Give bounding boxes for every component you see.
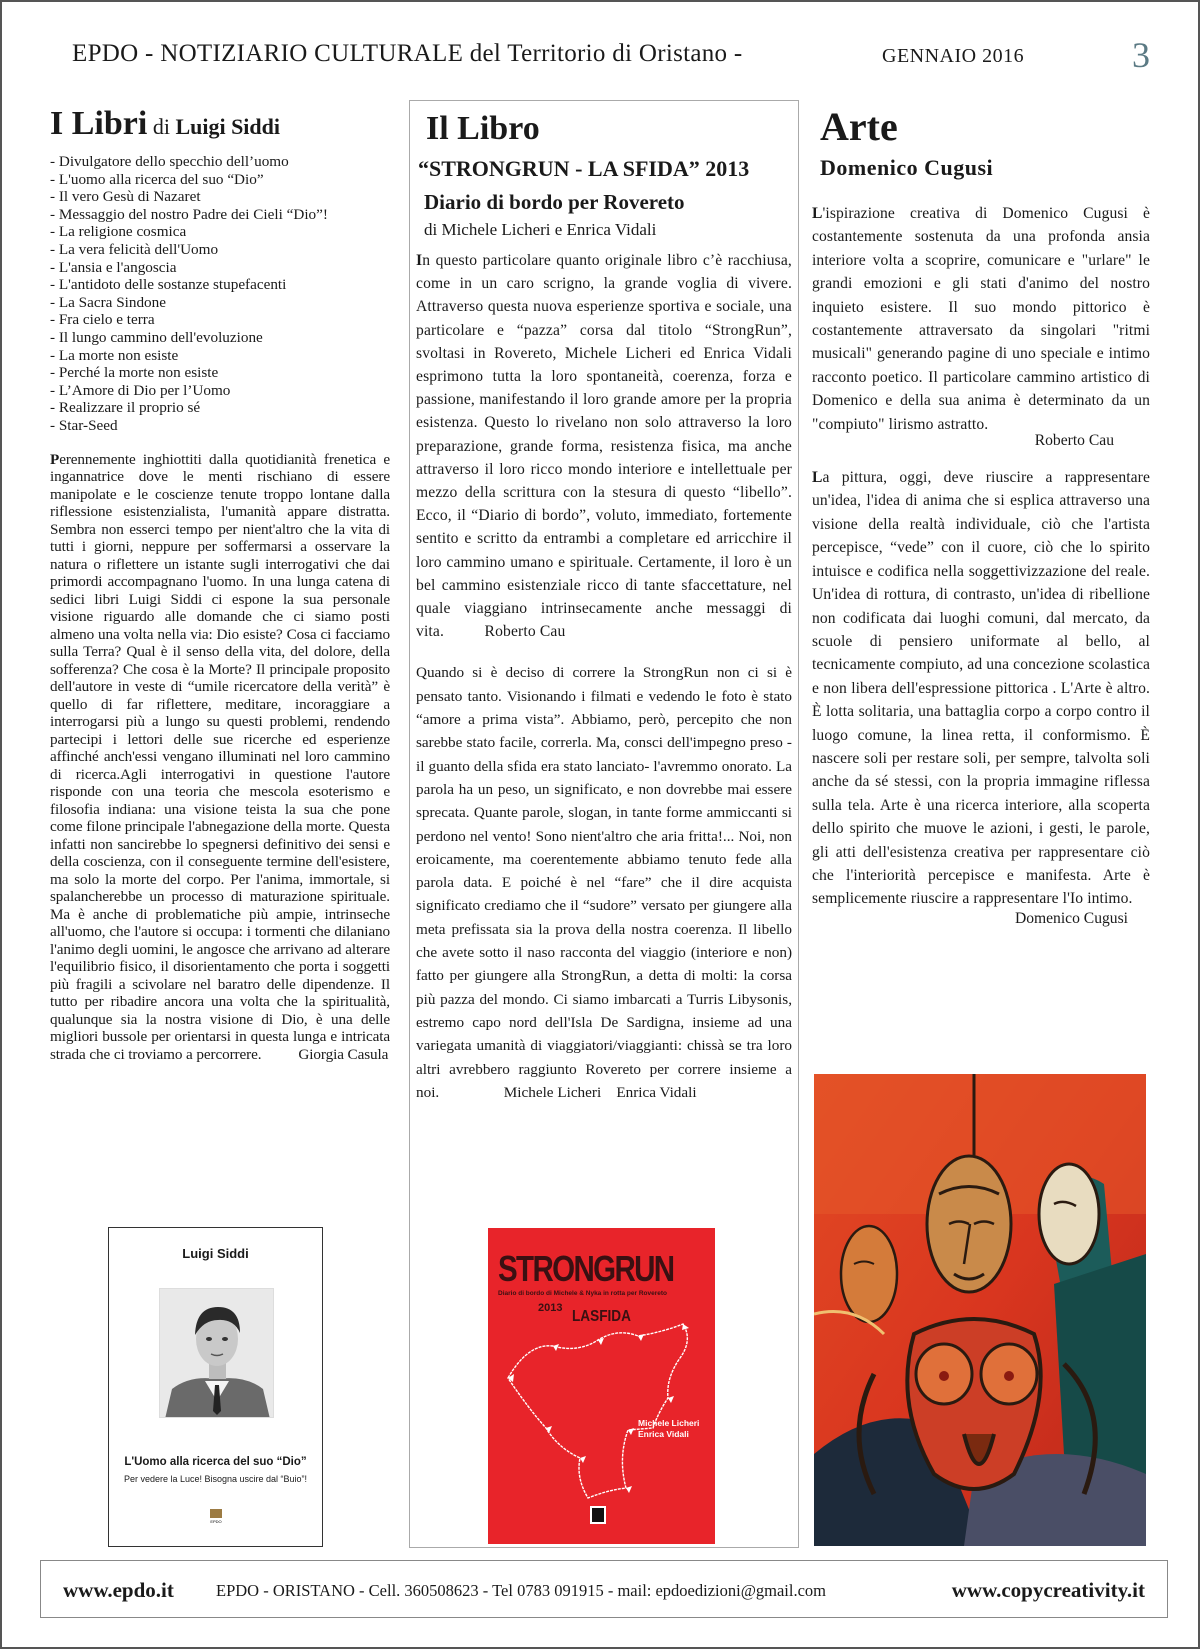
cover-subtitle: Per vedere la Luce! Bisogna uscire dal “Buio”! (123, 1474, 308, 1484)
section-heading-arte: Arte (820, 104, 898, 149)
heading-author: Luigi Siddi (175, 114, 281, 139)
artist-statement (812, 466, 1150, 911)
article-body (50, 451, 390, 1064)
book-list (50, 153, 390, 435)
book-authors: di Michele Licheri e Enrica Vidali (424, 220, 657, 239)
artist-signature: Domenico Cugusi (1014, 909, 1128, 927)
book-list-item: - La Sacra Sindone (50, 293, 166, 311)
cover-author: Luigi Siddi (182, 1246, 249, 1261)
footer-contact-info: EPDO - ORISTANO - Cell. 360508623 - Tel 0783 091915 - mail: epdoedizioni@gmail.com (216, 1581, 827, 1600)
book-list-item: - Fra cielo e terra (50, 311, 155, 329)
book-list-item: - La vera felicità dell'Uomo (50, 240, 219, 258)
cover-title: STRONGRUN (498, 1248, 674, 1289)
heading-main: I Libri (50, 105, 148, 142)
drop-initial: L (812, 469, 823, 487)
column-i-libri (50, 104, 390, 1224)
publisher-logo (590, 1506, 606, 1524)
artist-statement-text: a pittura, oggi, deve riuscire a rappresentare un'idea, l'idea di anima che si esplica attraverso una visione della realtà individuale, ciò che l'artista percepisce, “vede” con il cuore, ciò che lo spirito intuisce e codifica nella soggettivizzazione del reale. Un'idea di rottura, di contrasto, un'idea di ribellione non codificata dai luoghi comuni, dal mercato, da scuole di pensiero uniformate al bello, al tecnicamente compiuto, ad una concezione scolastica e non libera dell'espressione pittorica . L'Arte è altro. È lotta solitaria, una battaglia corpo a corpo contro il luogo comune, la linea retta, il conformismo. È nascere soli per restare soli, per sempre, talvolta soli anche da sé stessi, con la propria immagine riflessa sulla tela. Arte è una ricerca interiore, alla scoperta dello spirito che muove le azioni, i gesti, le parole, gli atti dell'esistenza creativa per rappresentare ciò che l'interiorità percepisce e manifesta. Arte è semplicemente riuscire a rappresentare l'Io intimo. (812, 469, 1150, 908)
book-list-item: - La morte non esiste (50, 346, 179, 364)
drop-initial: L (812, 205, 823, 222)
article-text: erennemente inghiottiti dalla quotidianità frenetica e ingannatrice dove le menti rischiano di essere manipolate e le coscienze tenute troppo lontane dalla riflessione esistenzialista, l'umanità appare distratta. Sembra non esserci tempo per nient'altro che la vita di tutti i giorni, neppure per soffermarsi a osservare la natura o riflettere un istante sugli interrogativi che dai primordi accompagnano l'uomo. In una lunga catena di sedici libri Luigi Siddi ci espone la sua personale visione riguardo alle domande che ci siamo posti almeno una volta nella via: Dio esiste? Cosa ci facciamo sulla Terra? Qual è il senso della vita, del dolore, della sofferenza? Che cosa è la Morte? Il principale proposito dell'autore in veste di “umile ricercatore della verità” è quello di far riflettere, meditare, incoraggiare a interrogarsi più a lungo su questi problemi, rendendo partecipi i lettori delle sue ricerche ed esperienze affinché anch'essi vengano illuminati nel loro cammino di ricerca.Agli interrogativi in questione l'autore risponde con una teoria che mescola esoterismo e filosofia indiana: una visione teista la sua che pone come filone principale l'abnegazione della morte. Questa infatti non sancirebbe lo spegnersi definitivo dei sensi e della coscienza, con il conseguente termine dell'esistere, ma solo la morte del corpo. Per l'anima, immortale, si spalancherebbe un processo di maturazione spirituale. Ma è anche di problematiche più ampie, intrinseche all'uomo, che l'autore si occupa: i tormenti che dilaniano l'animo degli uomini, le angosce che arrivano ad alterare l'equilibrio fisico, il disorientamento che porta i soggetti più fragili a scivolare nel baratro delle dipendenze. Il tutto per ribadire ancora una volta che la spiritualità, qualunque sia la nostra visione di Dio, è una delle migliori bussole per orientarsi in questa lunga e intricata strada che ci troviamo a percorrere. (50, 450, 390, 1063)
painting-image (814, 1074, 1146, 1546)
artist-name: Domenico Cugusi (820, 155, 994, 180)
section-heading-i-libri (50, 104, 390, 147)
drop-initial: I (416, 252, 423, 269)
publisher-logo (207, 1508, 225, 1524)
book-list-item: - Star-Seed (50, 416, 118, 434)
cover-author-2: Enrica Vidali (638, 1429, 689, 1439)
authors-note-text: Quando si è deciso di correre la StrongRun non ci si è pensato tanto. Visionando i filmati e vedendo le foto è stato “amore a prima vista”. Abbiamo, però, percepito che non sarebbe stato facile, correrla. Ma, consci dell'impegno preso -il guanto della sfida era stato lanciato- l'avremmo onorato. La parola ha un peso, un significato, e non dovrebbe mai essere sprecata. Quante parole, slogan, in tante forme ammiccanti si perdono nel vento! Sono nient'altro che aria fritta!... Noi, non eroicamente, ma coerentemente abbiamo tenuto fede alla parola data. E poiché è nel “fare” che il dire acquista significato crediamo che il “sudore” versato per giungere alla meta prefissata sia la prova della nostra coerenza. Il libello che avete sotto il naso racconta del viaggio (interiore e non) fatto per giungere alla StrongRun, a detta di molti: la corsa più pazza del mondo. Ci siamo imbarcati a Turris Libysonis, estremo capo nord dell'Isla De Sardigna, insieme ad una variegata umanità di viaggiatori/viaggianti: chissà se tra loro altri avrebbero raggiunto Rovereto per correre insieme a noi. (416, 664, 792, 1101)
page-header (72, 35, 1192, 80)
book-list-item: - L'uomo alla ricerca del suo “Dio” (50, 170, 264, 188)
section-heading-il-libro: Il Libro (426, 110, 540, 147)
book-list-item: - La religione cosmica (50, 223, 187, 241)
website-link-copycreativity[interactable]: www.copycreativity.it (951, 1578, 1145, 1602)
cover-title: L'Uomo alla ricerca del suo “Dio” (124, 1456, 307, 1468)
cover-subtitle: LASFIDA (572, 1308, 631, 1325)
cover-authors (638, 1418, 699, 1440)
heading-di: di (147, 114, 176, 139)
route-map-icon (488, 1228, 715, 1544)
review-body (416, 249, 792, 643)
review-text: n questo particolare quanto originale libro c’è racchiusa, come in un caro scrigno, la grande voglia di vivere. Attraverso questa nuova esperienze sportiva e sociale, una particolare e “pazza” corsa dal titolo “StrongRun”, svoltasi in Rovereto, Michele Licheri ed Enrica Vidali esprimono tutta la loro spontaneità, coerenza, forza e passione, manifestando il loro grande amore per la propria esistenza. Questo lo rivelano non solo attraverso la loro preparazione, grande forma, resistenza fisica, ma anche attraverso il loro ricco mondo interiore e intellettuale per mezzo della scrittura con la stesura di questo “libello”. Ecco, il “Diario di bordo”, voluto, immediato, fortemente sentito e scritto da entrambi a completare ed arricchire il loro cammino umano e spirituale. Certamente, il loro è un bel cammino esistenziale ricco di tante sfaccettature, nel quale viaggiano intrinsecamente anche messaggi di vita. (416, 252, 792, 641)
svg-text:EPDO: EPDO (210, 1519, 222, 1524)
critique-body (812, 202, 1150, 436)
book-list-item: - Divulgatore dello specchio dell’uomo (50, 153, 289, 170)
book-list-item: - Perché la morte non esiste (50, 364, 219, 382)
book-list-item: - L’Amore di Dio per l’Uomo (50, 381, 231, 399)
book-list-item: - Realizzare il proprio sé (50, 399, 201, 417)
page-footer (40, 1560, 1168, 1618)
book-subtitle: Diario di bordo per Rovereto (424, 190, 685, 214)
issue-date: GENNAIO 2016 (882, 45, 1025, 67)
book-list-item: - Messaggio del nostro Padre dei Cieli “Dio”! (50, 205, 328, 223)
book-list-item: - L'ansia e l'angoscia (50, 258, 177, 276)
drop-initial: P (50, 450, 60, 468)
book-cover-strongrun (488, 1228, 715, 1544)
author-portrait (159, 1288, 274, 1418)
book-title: “STRONGRUN - LA SFIDA” 2013 (418, 156, 750, 181)
critique-text: 'ispirazione creativa di Domenico Cugusi è costantemente sostenuta da una profonda ansia interiore volta a scoprire, comunicare e "urlare" le grandi emozioni e gli stati d'animo del nostro inquieto esistere. Il suo mondo pittorico è costantemente attraversato da singolari "ritmi musicali" generando pagine di uno speciale e intimo racconto poetico. Il particolare cammino artistico di Domenico e della sua anima è determinato da un "compiuto" lirismo astratto. (812, 205, 1150, 433)
book-list-item: - Il vero Gesù di Nazaret (50, 188, 201, 206)
book-cover-luigi-siddi (108, 1227, 323, 1547)
article-signature: Giorgia Casula (298, 1045, 389, 1063)
cover-author-1: Michele Licheri (638, 1418, 700, 1428)
book-list-item: - L'antidoto delle sostanze stupefacenti (50, 276, 287, 294)
authors-note (416, 661, 792, 1104)
website-link-epdo[interactable]: www.epdo.it (63, 1578, 174, 1602)
cover-tagline: Diario di bordo di Michele & Nyka in rotta per Rovereto (498, 1290, 668, 1297)
critique-signature: Roberto Cau (1034, 432, 1114, 450)
book-list-item: - Il lungo cammino dell'evoluzione (50, 328, 263, 346)
page-number: 3 (1132, 35, 1150, 75)
newsletter-title: EPDO - NOTIZIARIO CULTURALE del Territorio di Oristano - (72, 40, 743, 67)
authors-signature: Michele Licheri Enrica Vidali (503, 1083, 697, 1101)
review-signature: Roberto Cau (484, 623, 566, 641)
cover-year: 2013 (538, 1302, 563, 1314)
